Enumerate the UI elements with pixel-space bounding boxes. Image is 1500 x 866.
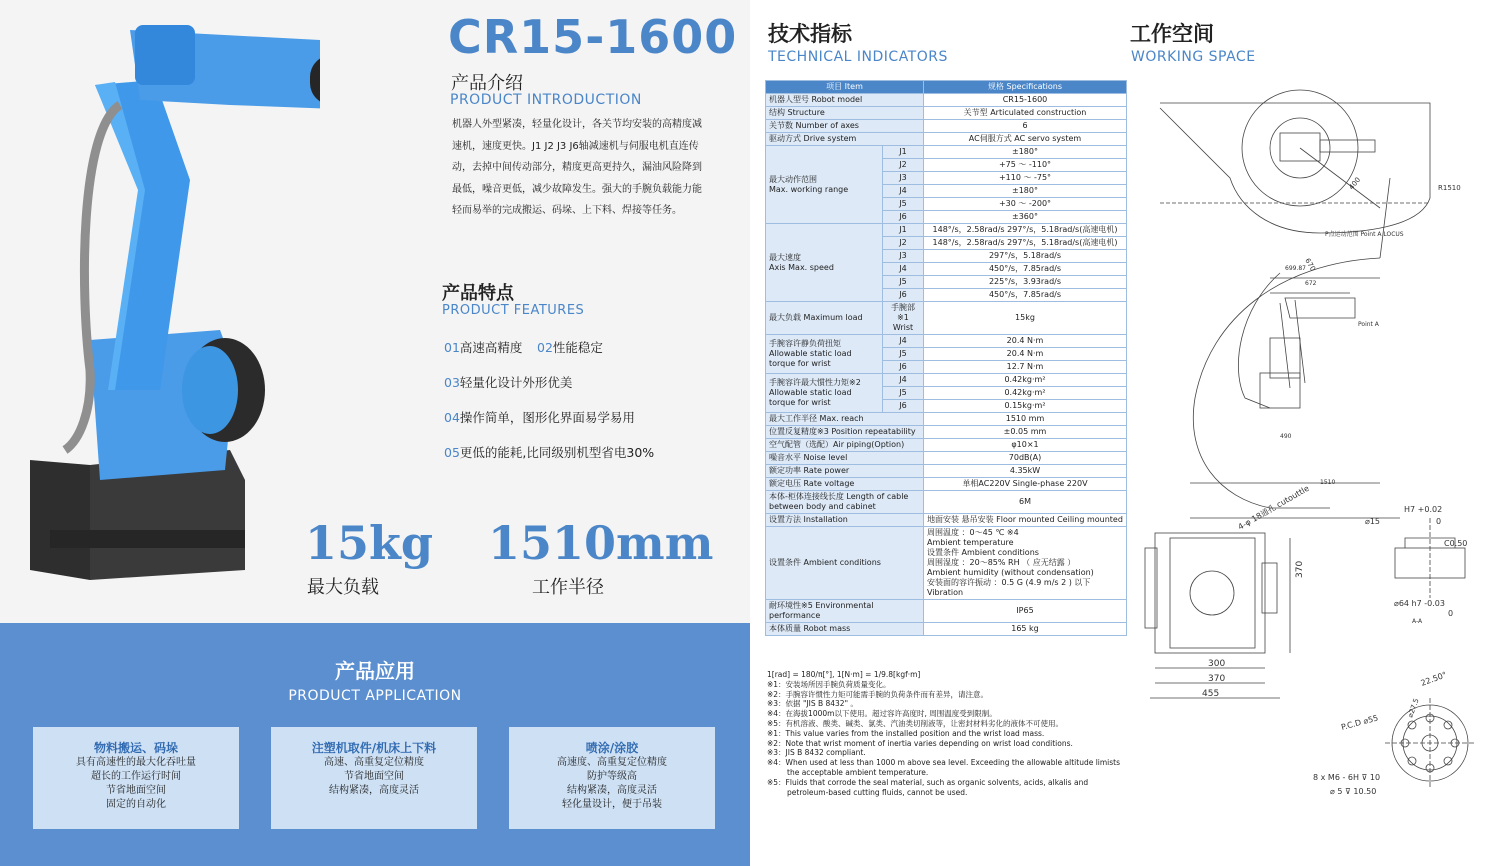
dim-label: P.C.D ⌀55	[1340, 713, 1380, 732]
card-line: 高速度、高重复定位精度	[557, 757, 667, 768]
dim-label: 672	[1305, 280, 1317, 287]
dim-label: 370	[1208, 674, 1226, 684]
table-row: J2 +75 ～ -110°	[766, 159, 1127, 172]
table-row: 空气配管（选配）Air piping(Option) φ10×1	[766, 439, 1127, 452]
dim-label: 8 x M6 - 6H ⊽ 10	[1313, 773, 1381, 782]
application-title-cn: 产品应用	[335, 659, 415, 683]
table-row: 本体-柜体连接线长度 Length of cable between body and cabinet 6M	[766, 491, 1127, 514]
dim-label: H7 +0.02	[1404, 505, 1443, 514]
table-row: J4 ±180°	[766, 185, 1127, 198]
dim-label: 0	[1448, 609, 1454, 618]
dim-label: C0.50	[1444, 539, 1468, 548]
table-row: J3 +110 ～ -75°	[766, 172, 1127, 185]
application-card	[271, 727, 477, 829]
card-line: 高速、高重复定位精度	[324, 757, 424, 768]
features-title-en: PRODUCT FEATURES	[442, 303, 585, 318]
dim-label: 455	[1202, 689, 1220, 699]
card-title: 喷涂/涂胶	[585, 741, 639, 755]
highlight-load-caption: 最大负载	[307, 577, 379, 598]
card-line: 超长的工作运行时间	[91, 771, 181, 782]
table-row: 设置方法 Installation 地面安装 悬吊安装 Floor mounted Ceiling mounted	[766, 514, 1127, 527]
dim-label: 300	[1208, 659, 1226, 669]
table-row: 额定功率 Rate power 4.35kW	[766, 465, 1127, 478]
table-row: 噪音水平 Noise level 70dB(A)	[766, 452, 1127, 465]
dim-label: 370	[1295, 560, 1305, 578]
table-row: 机器人型号 Robot model CR15-1600	[766, 94, 1127, 107]
table-row: 耐环境性※5 Environmental performance IP65	[766, 600, 1127, 623]
intro-paragraph	[452, 114, 722, 222]
card-line: 节省地面空间	[344, 771, 404, 782]
dim-label: P点运动范围 Point A LOCUS	[1325, 231, 1404, 238]
table-row: 额定电压 Rate voltage 单相AC220V Single-phase 220V	[766, 478, 1127, 491]
feature-item: 02性能稳定	[537, 340, 603, 355]
application-card	[509, 727, 715, 829]
intro-line: 轻而易举的完成搬运、码垛、上下料、焊接等任务。	[452, 205, 682, 216]
highlight-reach-value: 1510mm	[488, 516, 714, 570]
working-space-drawing	[1130, 78, 1500, 858]
dim-label: 670	[1303, 257, 1317, 273]
dim-label: 400	[1347, 175, 1363, 192]
table-row: 最大负载 Maximum load 手腕部※1 Wrist 15kg	[766, 302, 1127, 335]
card-line: 具有高速性的最大化吞吐量	[76, 757, 196, 768]
card-line: 结构紧凑，高度灵活	[567, 785, 657, 796]
dim-label: 22.50°	[1419, 670, 1448, 688]
intro-title-en: PRODUCT INTRODUCTION	[450, 92, 642, 108]
robot-illustration	[20, 10, 320, 590]
card-title: 注塑机取件/机床上下料	[311, 741, 437, 755]
feature-item: 05更低的能耗,比同级别机型省电30%	[444, 445, 655, 460]
feature-item: 01高速高精度	[444, 340, 523, 355]
dim-label: ⌀ 5 ⊽ 10.50	[1330, 787, 1377, 796]
spec-table	[765, 80, 1127, 636]
dim-label: 1510	[1320, 479, 1336, 486]
table-row: J6 ±360°	[766, 211, 1127, 224]
application-card	[33, 727, 239, 829]
dim-label: Point A	[1358, 321, 1379, 328]
highlight-reach-caption: 工作半径	[532, 577, 604, 598]
intro-line: 最低，噪音更低，减少故障发生。强大的手腕负载能力能	[452, 183, 702, 195]
card-line: 结构紧凑，高度灵活	[329, 785, 419, 796]
workspace-title-en: WORKING SPACE	[1131, 49, 1256, 65]
table-row: 结构 Structure 关节型 Articulated construction	[766, 107, 1127, 120]
tech-title-cn: 技术指标	[768, 22, 852, 46]
table-row: J6 12.7 N·m	[766, 361, 1127, 374]
dim-label: ⌀27.5	[1406, 697, 1421, 719]
spec-notes: 1[rad] = 180/π[°], 1[N·m] = 1/9.8[kgf·m] ※1：安装场所因手腕负荷质量变化。 ※2：手腕容许惯性力矩可能需手腕的负荷条件而有差异，请注意。 ※3：依据 "JIS B 8432" 。 ※4：在海拔1000m以下使用。超过容许高度时, 周围温度受到限制。 ※5：有机溶液、酸类、碱类、氯类、汽油类切削液等，让密封材料劣化的液体不可使用。 ※1：This value varies from the installed position and the wrist load mass. ※2：Note that wrist moment of inertia varies depending on wrist load conditions. ※3：JIS B 8432 compliant. ※4：When used at less than 1000 m above sea level. Exceeding the allowable altitude limists the acceptable ambient temperature. ※5：Fluids that corrode the seal material, such as organic solvents, acids, alkalis and petroleum-based cutting fluids, cannot be used.	[767, 670, 1121, 797]
card-line: 固定的自动化	[106, 799, 166, 810]
intro-line: 动，去掉中间传动部分，精度更高更持久，漏油风险降到	[452, 162, 702, 173]
feature-item: 04操作简单，图形化界面易学易用	[444, 410, 635, 425]
model-title: CR15-1600	[448, 10, 738, 64]
dim-label: A-A	[1412, 618, 1423, 625]
table-row: J5 20.4 N·m	[766, 348, 1127, 361]
card-line: 节省地面空间	[106, 785, 166, 796]
dim-label: 4-φ 18通孔 cutouttle	[1236, 483, 1311, 532]
workspace-title-cn: 工作空间	[1130, 22, 1214, 46]
table-row: 手腕容许最大惯性力矩※2 Allowable static load torque for wrist J4 0.42kg·m²	[766, 374, 1127, 387]
highlight-load-value: 15kg	[305, 516, 434, 570]
table-row: J3 297°/s，5.18rad/s	[766, 250, 1127, 263]
dim-label: 490	[1280, 433, 1292, 440]
card-line: 防护等级高	[587, 771, 637, 782]
features-title-cn: 产品特点	[442, 283, 514, 304]
table-row: J5 0.42kg·m²	[766, 387, 1127, 400]
table-row: J4 450°/s，7.85rad/s	[766, 263, 1127, 276]
tech-title-en: TECHNICAL INDICATORS	[768, 49, 948, 65]
table-row: 本体质量 Robot mass 165 kg	[766, 623, 1127, 636]
intro-line: 机器人外型紧凑，轻量化设计，各关节均安装的高精度减	[452, 119, 702, 130]
dim-label: R1510	[1438, 184, 1461, 192]
table-row: 最大工作半径 Max. reach 1510 mm	[766, 413, 1127, 426]
table-row: 手腕容许静负荷扭矩 Allowable static load torque for wrist J4 20.4 N·m	[766, 335, 1127, 348]
table-row: 位置反复精度※3 Position repeatability ±0.05 mm	[766, 426, 1127, 439]
table-row: 关节数 Number of axes 6	[766, 120, 1127, 133]
dim-label: ⌀15	[1365, 517, 1380, 526]
table-row: J5 225°/s，3.93rad/s	[766, 276, 1127, 289]
table-row: J2 148°/s，2.58rad/s 297°/s，5.18rad/s(高速电机)	[766, 237, 1127, 250]
table-row: J6 0.15kg·m²	[766, 400, 1127, 413]
application-title-en: PRODUCT APPLICATION	[288, 688, 462, 704]
card-line: 轻化量设计，便于吊装	[562, 799, 662, 810]
table-row: 最大动作范围 Max. working range J1 ±180°	[766, 146, 1127, 159]
dim-label: 699.87	[1285, 265, 1306, 272]
intro-title-cn: 产品介绍	[451, 73, 523, 94]
table-row: 设置条件 Ambient conditions 周围温度 ：0～45 ℃ ※4 Ambient temperature 设置条件 Ambient conditions 周围湿度 ：20～85% RH （ 应无结露 ） Ambient humidity (without condensation) 安装面的容许振动 ：0.5 G (4.9 m/s 2 ) 以下 Vibration	[766, 527, 1127, 600]
feature-item: 03轻量化设计外形优美	[444, 375, 573, 390]
intro-line: 速机，速度更快。J1 J2 J3 J6轴减速机与伺服电机直连传	[452, 140, 699, 152]
table-row: J5 +30 ～ -200°	[766, 198, 1127, 211]
table-row: J6 450°/s，7.85rad/s	[766, 289, 1127, 302]
table-row: 最大速度 Axis Max. speed J1 148°/s，2.58rad/s 297°/s，5.18rad/s(高速电机)	[766, 224, 1127, 237]
table-header: 项目 Item 规格 Specifications	[766, 81, 1127, 94]
card-title: 物料搬运、码垛	[93, 741, 178, 755]
dim-label: ⌀64 h7 -0.03	[1394, 599, 1445, 608]
dim-label: 0	[1436, 517, 1442, 526]
table-row: 驱动方式 Drive system AC伺服方式 AC servo system	[766, 133, 1127, 146]
